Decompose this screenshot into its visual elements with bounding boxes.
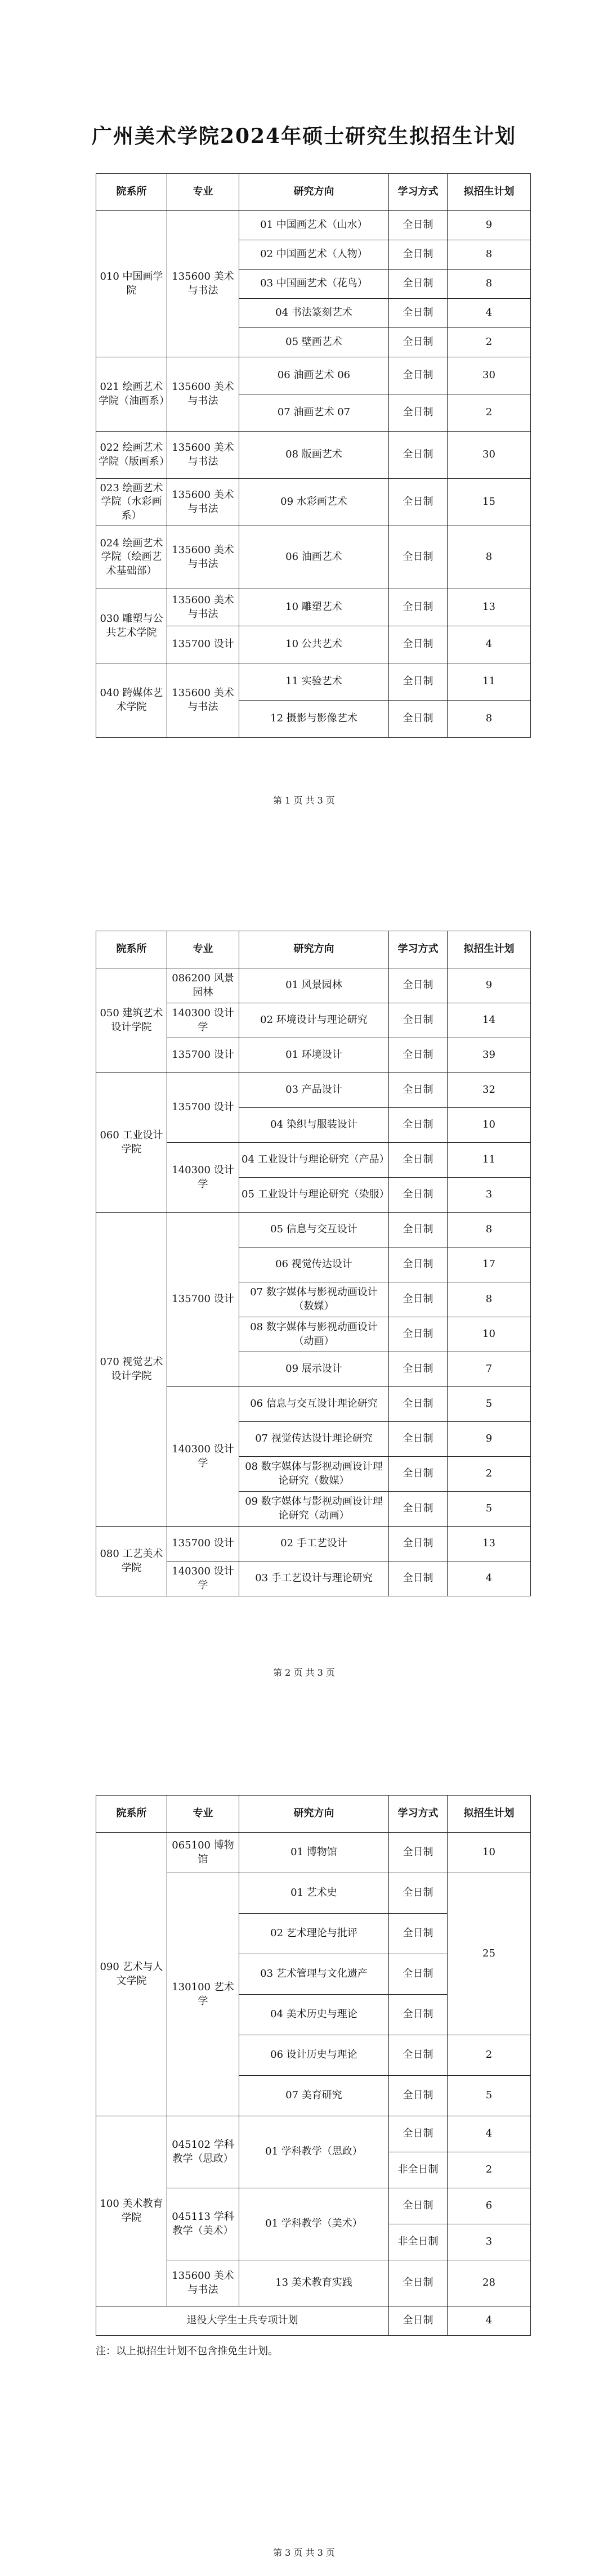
direction-cell: 07 美育研究 xyxy=(239,2076,389,2116)
mode-cell: 非全日制 xyxy=(389,2152,448,2188)
plan-cell: 9 xyxy=(448,211,531,240)
plan-cell: 4 xyxy=(448,2306,531,2336)
dept-cell: 060 工业设计学院 xyxy=(96,1073,167,1213)
dept-cell: 022 绘画艺术学院（版画系） xyxy=(96,432,167,479)
direction-cell: 06 油画艺术 xyxy=(239,526,389,589)
mode-cell: 全日制 xyxy=(389,1833,448,1873)
plan-cell: 10 xyxy=(448,1317,531,1352)
direction-cell: 08 数字媒体与影视动画设计（动画） xyxy=(239,1317,389,1352)
direction-cell: 04 美术历史与理论 xyxy=(239,1995,389,2035)
table-row xyxy=(96,1833,531,1873)
major-cell: 140300 设计学 xyxy=(167,1561,239,1596)
mode-cell: 全日制 xyxy=(389,1457,448,1492)
header-major: 专业 xyxy=(167,931,239,968)
direction-cell: 03 中国画艺术（花鸟） xyxy=(239,270,389,299)
direction-cell: 06 视觉传达设计 xyxy=(239,1247,389,1282)
mode-cell: 全日制 xyxy=(389,479,448,526)
plan-cell: 2 xyxy=(448,1457,531,1492)
plan-cell: 10 xyxy=(448,1833,531,1873)
major-cell: 135600 美术与书法 xyxy=(167,479,239,526)
direction-cell: 10 雕塑艺术 xyxy=(239,589,389,626)
plan-cell: 5 xyxy=(448,2076,531,2116)
table-row xyxy=(96,1073,531,1108)
mode-cell: 全日制 xyxy=(389,1108,448,1143)
direction-cell: 09 水彩画艺术 xyxy=(239,479,389,526)
page-footer: 第 3 页 共 3 页 xyxy=(273,2547,335,2558)
direction-cell: 04 书法篆刻艺术 xyxy=(239,299,389,328)
mode-cell: 全日制 xyxy=(389,1282,448,1317)
major-cell: 135700 设计 xyxy=(167,1038,239,1073)
mode-cell: 全日制 xyxy=(389,1003,448,1038)
plan-cell: 9 xyxy=(448,968,531,1003)
major-cell: 045113 学科教学（美术） xyxy=(167,2188,239,2260)
direction-cell: 09 展示设计 xyxy=(239,1352,389,1387)
plan-cell: 8 xyxy=(448,1282,531,1317)
header-dept: 院系所 xyxy=(96,1796,167,1833)
direction-cell: 12 摄影与影像艺术 xyxy=(239,701,389,738)
mode-cell: 全日制 xyxy=(389,432,448,479)
table-row xyxy=(96,968,531,1003)
direction-cell: 06 信息与交互设计理论研究 xyxy=(239,1387,389,1422)
direction-cell: 04 工业设计与理论研究（产品） xyxy=(239,1143,389,1178)
mode-cell: 全日制 xyxy=(389,1317,448,1352)
mode-cell: 全日制 xyxy=(389,1527,448,1561)
major-cell: 130100 艺术学 xyxy=(167,1873,239,2116)
page-footer: 第 1 页 共 3 页 xyxy=(273,795,335,806)
plan-cell: 4 xyxy=(448,2116,531,2152)
mode-cell: 全日制 xyxy=(389,1914,448,1954)
header-plan: 拟招生计划 xyxy=(448,931,531,968)
dept-cell: 040 跨媒体艺术学院 xyxy=(96,663,167,738)
mode-cell: 全日制 xyxy=(389,1954,448,1995)
direction-cell: 02 艺术理论与批评 xyxy=(239,1914,389,1954)
header-plan: 拟招生计划 xyxy=(448,1796,531,1833)
plan-cell: 8 xyxy=(448,526,531,589)
table-row xyxy=(96,432,531,479)
mode-cell: 非全日制 xyxy=(389,2224,448,2260)
table-row xyxy=(96,589,531,626)
special-plan-label: 退役大学生士兵专项计划 xyxy=(96,2306,389,2336)
table-row xyxy=(96,1213,531,1247)
mode-cell: 全日制 xyxy=(389,299,448,328)
mode-cell: 全日制 xyxy=(389,1247,448,1282)
plan-cell: 8 xyxy=(448,1213,531,1247)
dept-cell: 030 雕塑与公共艺术学院 xyxy=(96,589,167,663)
direction-cell: 11 实验艺术 xyxy=(239,663,389,701)
plan-cell: 39 xyxy=(448,1038,531,1073)
table-row xyxy=(96,2306,531,2336)
mode-cell: 全日制 xyxy=(389,1561,448,1596)
plan-cell: 8 xyxy=(448,270,531,299)
table-header-row xyxy=(96,1796,531,1833)
mode-cell: 全日制 xyxy=(389,2116,448,2152)
mode-cell: 全日制 xyxy=(389,1038,448,1073)
mode-cell: 全日制 xyxy=(389,1492,448,1527)
page-3 xyxy=(0,1717,608,2576)
direction-cell: 02 环境设计与理论研究 xyxy=(239,1003,389,1038)
plan-cell: 5 xyxy=(448,1492,531,1527)
direction-cell: 01 风景园林 xyxy=(239,968,389,1003)
mode-cell: 全日制 xyxy=(389,270,448,299)
plan-cell: 30 xyxy=(448,432,531,479)
direction-cell: 10 公共艺术 xyxy=(239,626,389,663)
header-major: 专业 xyxy=(167,1796,239,1833)
plan-cell: 13 xyxy=(448,589,531,626)
plan-cell: 2 xyxy=(448,2152,531,2188)
plan-cell: 4 xyxy=(448,299,531,328)
document-title: 广州美术学院2024年硕士研究生拟招生计划 xyxy=(91,124,517,148)
page-footer: 第 2 页 共 3 页 xyxy=(273,1667,335,1678)
mode-cell: 全日制 xyxy=(389,357,448,394)
direction-cell: 07 视觉传达设计理论研究 xyxy=(239,1422,389,1457)
dept-cell: 024 绘画艺术学院（绘画艺术基础部） xyxy=(96,526,167,589)
mode-cell: 全日制 xyxy=(389,701,448,738)
header-dept: 院系所 xyxy=(96,174,167,211)
direction-cell: 01 中国画艺术（山水） xyxy=(239,211,389,240)
mode-cell: 全日制 xyxy=(389,1073,448,1108)
footnote: 注：以上拟招生计划不包含推免生计划。 xyxy=(96,2345,278,2357)
plan-cell: 30 xyxy=(448,357,531,394)
table-row xyxy=(96,357,531,394)
mode-cell: 全日制 xyxy=(389,1873,448,1914)
plan-cell: 2 xyxy=(448,394,531,432)
major-cell: 140300 设计学 xyxy=(167,1143,239,1213)
header-mode: 学习方式 xyxy=(389,1796,448,1833)
mode-cell: 全日制 xyxy=(389,2306,448,2336)
plan-cell: 3 xyxy=(448,1178,531,1213)
major-cell: 135600 美术与书法 xyxy=(167,2260,239,2306)
plan-cell: 3 xyxy=(448,2224,531,2260)
page-2 xyxy=(0,859,608,1717)
mode-cell: 全日制 xyxy=(389,1422,448,1457)
major-cell: 135600 美术与书法 xyxy=(167,211,239,357)
direction-cell: 05 信息与交互设计 xyxy=(239,1213,389,1247)
direction-cell: 05 壁画艺术 xyxy=(239,328,389,357)
plan-cell: 11 xyxy=(448,1143,531,1178)
direction-cell: 01 艺术史 xyxy=(239,1873,389,1914)
major-cell: 135600 美术与书法 xyxy=(167,663,239,738)
mode-cell: 全日制 xyxy=(389,240,448,270)
mode-cell: 全日制 xyxy=(389,526,448,589)
mode-cell: 全日制 xyxy=(389,1213,448,1247)
table-row xyxy=(96,479,531,526)
direction-cell: 03 手工艺设计与理论研究 xyxy=(239,1561,389,1596)
direction-cell: 03 艺术管理与文化遗产 xyxy=(239,1954,389,1995)
major-cell: 135700 设计 xyxy=(167,626,239,663)
direction-cell: 08 版画艺术 xyxy=(239,432,389,479)
plan-cell: 8 xyxy=(448,701,531,738)
plan-cell: 8 xyxy=(448,240,531,270)
direction-cell: 05 工业设计与理论研究（染服） xyxy=(239,1178,389,1213)
mode-cell: 全日制 xyxy=(389,2076,448,2116)
plan-cell: 2 xyxy=(448,2035,531,2076)
major-cell: 135700 设计 xyxy=(167,1073,239,1143)
dept-cell: 100 美术教育学院 xyxy=(96,2116,167,2306)
header-direction: 研究方向 xyxy=(239,1796,389,1833)
dept-cell: 080 工艺美术学院 xyxy=(96,1527,167,1596)
header-mode: 学习方式 xyxy=(389,174,448,211)
mode-cell: 全日制 xyxy=(389,589,448,626)
direction-cell: 13 美术教育实践 xyxy=(239,2260,389,2306)
plan-cell: 28 xyxy=(448,2260,531,2306)
plan-cell: 4 xyxy=(448,1561,531,1596)
direction-cell: 01 学科教学（思政） xyxy=(239,2116,389,2188)
table-row xyxy=(96,211,531,240)
plan-cell: 6 xyxy=(448,2188,531,2224)
direction-cell: 01 环境设计 xyxy=(239,1038,389,1073)
header-mode: 学习方式 xyxy=(389,931,448,968)
header-plan: 拟招生计划 xyxy=(448,174,531,211)
major-cell: 065100 博物馆 xyxy=(167,1833,239,1873)
page-1 xyxy=(0,0,608,859)
major-cell: 045102 学科教学（思政） xyxy=(167,2116,239,2188)
mode-cell: 全日制 xyxy=(389,2188,448,2224)
plan-cell: 4 xyxy=(448,626,531,663)
plan-table-page-3 xyxy=(96,1795,531,2336)
major-cell: 135600 美术与书法 xyxy=(167,589,239,626)
direction-cell: 07 油画艺术 07 xyxy=(239,394,389,432)
header-major: 专业 xyxy=(167,174,239,211)
mode-cell: 全日制 xyxy=(389,1143,448,1178)
mode-cell: 全日制 xyxy=(389,1352,448,1387)
dept-cell: 070 视觉艺术设计学院 xyxy=(96,1213,167,1527)
direction-cell: 08 数字媒体与影视动画设计理论研究（数媒） xyxy=(239,1457,389,1492)
mode-cell: 全日制 xyxy=(389,394,448,432)
direction-cell: 02 中国画艺术（人物） xyxy=(239,240,389,270)
mode-cell: 全日制 xyxy=(389,1387,448,1422)
major-cell: 135700 设计 xyxy=(167,1527,239,1561)
plan-cell: 14 xyxy=(448,1003,531,1038)
plan-cell: 13 xyxy=(448,1527,531,1561)
direction-cell: 01 学科教学（美术） xyxy=(239,2188,389,2260)
plan-cell: 9 xyxy=(448,1422,531,1457)
table-header-row xyxy=(96,174,531,211)
direction-cell: 03 产品设计 xyxy=(239,1073,389,1108)
plan-cell: 2 xyxy=(448,328,531,357)
major-cell: 135600 美术与书法 xyxy=(167,526,239,589)
table-row xyxy=(96,2116,531,2152)
mode-cell: 全日制 xyxy=(389,2260,448,2306)
table-row xyxy=(96,526,531,589)
header-direction: 研究方向 xyxy=(239,174,389,211)
plan-table-page-2 xyxy=(96,931,531,1596)
major-cell: 135600 美术与书法 xyxy=(167,357,239,432)
plan-cell: 17 xyxy=(448,1247,531,1282)
mode-cell: 全日制 xyxy=(389,1178,448,1213)
major-cell: 135600 美术与书法 xyxy=(167,432,239,479)
dept-cell: 023 绘画艺术学院（水彩画系） xyxy=(96,479,167,526)
table-row xyxy=(96,663,531,701)
header-dept: 院系所 xyxy=(96,931,167,968)
mode-cell: 全日制 xyxy=(389,211,448,240)
major-cell: 086200 风景园林 xyxy=(167,968,239,1003)
plan-table-page-1 xyxy=(96,173,531,738)
direction-cell: 06 设计历史与理论 xyxy=(239,2035,389,2076)
direction-cell: 04 染织与服装设计 xyxy=(239,1108,389,1143)
plan-cell: 32 xyxy=(448,1073,531,1108)
dept-cell: 021 绘画艺术学院（油画系） xyxy=(96,357,167,432)
mode-cell: 全日制 xyxy=(389,626,448,663)
plan-cell: 7 xyxy=(448,1352,531,1387)
direction-cell: 07 数字媒体与影视动画设计（数媒） xyxy=(239,1282,389,1317)
mode-cell: 全日制 xyxy=(389,328,448,357)
major-cell: 140300 设计学 xyxy=(167,1387,239,1527)
mode-cell: 全日制 xyxy=(389,968,448,1003)
plan-cell: 15 xyxy=(448,479,531,526)
direction-cell: 01 博物馆 xyxy=(239,1833,389,1873)
header-direction: 研究方向 xyxy=(239,931,389,968)
plan-cell: 10 xyxy=(448,1108,531,1143)
mode-cell: 全日制 xyxy=(389,1995,448,2035)
major-cell: 135700 设计 xyxy=(167,1213,239,1387)
dept-cell: 090 艺术与人文学院 xyxy=(96,1833,167,2116)
table-header-row xyxy=(96,931,531,968)
table-row xyxy=(96,1527,531,1561)
mode-cell: 全日制 xyxy=(389,2035,448,2076)
dept-cell: 050 建筑艺术设计学院 xyxy=(96,968,167,1073)
direction-cell: 09 数字媒体与影视动画设计理论研究（动画） xyxy=(239,1492,389,1527)
plan-cell: 11 xyxy=(448,663,531,701)
plan-cell: 5 xyxy=(448,1387,531,1422)
mode-cell: 全日制 xyxy=(389,663,448,701)
major-cell: 140300 设计学 xyxy=(167,1003,239,1038)
dept-cell: 010 中国画学院 xyxy=(96,211,167,357)
direction-cell: 06 油画艺术 06 xyxy=(239,357,389,394)
plan-cell: 25 xyxy=(448,1873,531,2035)
direction-cell: 02 手工艺设计 xyxy=(239,1527,389,1561)
